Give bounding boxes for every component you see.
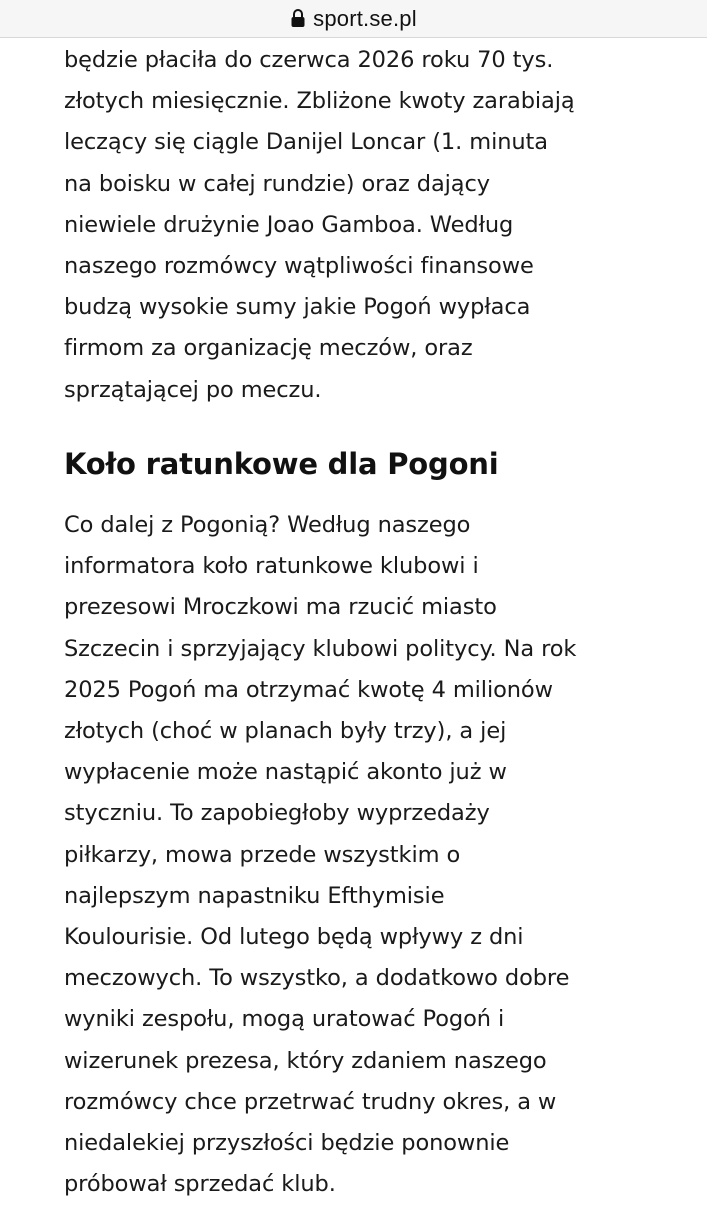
paragraph-line: firmom za organizację meczów, oraz — [64, 335, 473, 362]
paragraph-line: prezesowi Mroczkowi ma rzucić miasto — [64, 594, 497, 621]
article-paragraph-2 — [64, 505, 684, 1205]
paragraph-line: rozmówcy chce przetrwać trudny okres, a w — [64, 1088, 557, 1115]
paragraph-1 — [64, 40, 674, 411]
paragraph-line: informatora koło ratunkowe klubowi i — [64, 553, 479, 580]
paragraph-line: niedalekiej przyszłości będzie ponownie — [64, 1130, 510, 1157]
paragraph-line: złotych (choć w planach były trzy), a jej — [64, 718, 507, 745]
paragraph-line: budzą wysokie sumy jakie Pogoń wypłaca — [64, 294, 531, 321]
paragraph-line: będzie płaciła do czerwca 2026 roku 70 tys. — [64, 47, 554, 73]
paragraph-line: 2025 Pogoń ma otrzymać kwotę 4 milionów — [64, 676, 553, 703]
url-text[interactable]: sport.se.pl — [313, 6, 417, 31]
paragraph-line: niewiele drużynie Joao Gamboa. Według — [64, 211, 514, 238]
paragraph-line: sprzątającej po meczu. — [64, 376, 322, 403]
paragraph-line: styczniu. To zapobiegłoby wyprzedaży — [64, 800, 490, 827]
paragraph-2 — [64, 505, 684, 1205]
paragraph-line: Koulourisie. Od lutego będą wpływy z dni — [64, 924, 524, 951]
paragraph-line: meczowych. To wszystko, a dodatkowo dobre — [64, 965, 570, 992]
paragraph-line: leczący się ciągle Danijel Loncar (1. minuta — [64, 129, 548, 156]
paragraph-line: wypłacenie może nastąpić akonto już w — [64, 759, 507, 786]
paragraph-line: na boisku w całej rundzie) oraz dający — [64, 170, 490, 197]
paragraph-line: Szczecin i sprzyjający klubowi politycy. Na rok — [64, 635, 577, 662]
lock-icon — [290, 8, 306, 28]
paragraph-line: wizerunek prezesa, który zdaniem naszego — [64, 1047, 547, 1074]
paragraph-line: próbował sprzedać klub. — [64, 1171, 336, 1198]
article-paragraph-1 — [64, 40, 674, 411]
paragraph-line: naszego rozmówcy wątpliwości finansowe — [64, 253, 534, 280]
paragraph-line: piłkarzy, mowa przede wszystkim o — [64, 841, 461, 868]
paragraph-line: Co dalej z Pogonią? Według naszego — [64, 512, 471, 538]
paragraph-line: najlepszym napastniku Efthymisie — [64, 882, 445, 909]
section-heading: Koło ratunkowe dla Pogoni — [64, 447, 499, 481]
browser-address-bar[interactable] — [0, 0, 707, 38]
paragraph-line: złotych miesięcznie. Zbliżone kwoty zarabiają — [64, 88, 575, 115]
paragraph-line: wyniki zespołu, mogą uratować Pogoń i — [64, 1006, 505, 1033]
